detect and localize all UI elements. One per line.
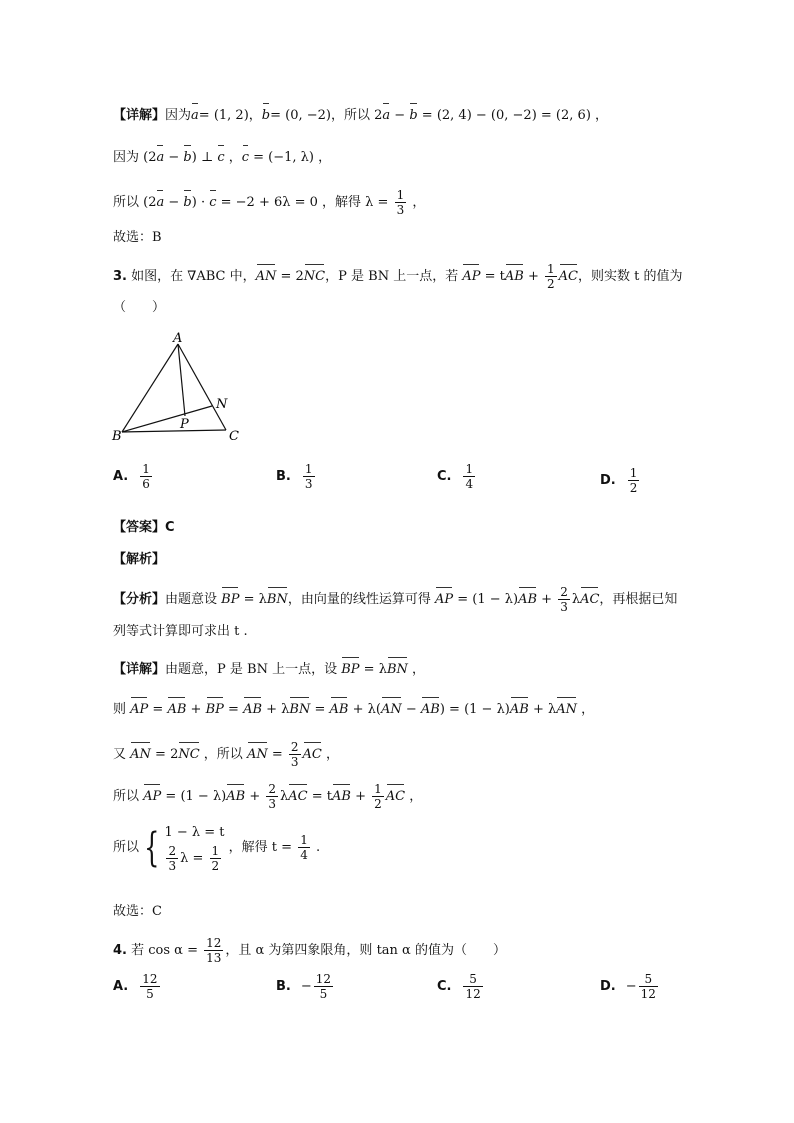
q2-answer: 故选：B bbox=[113, 230, 162, 245]
label-c: C bbox=[229, 429, 239, 444]
q3-option-a[interactable]: A. $\frac{1}{6}$ bbox=[113, 462, 150, 491]
side-bc bbox=[122, 430, 226, 432]
fraction: $\frac{1}{3}$ bbox=[396, 188, 405, 217]
label-p: P bbox=[180, 417, 189, 432]
q3-fenxi: 【分析】由题意设 BP = λBN，由向量的线性运算可得 AP = (1 − λ)AB + $\frac{2}{3}$ λAC，再根据已知 bbox=[113, 585, 678, 614]
fraction: $\frac{1}{2}$ bbox=[547, 262, 555, 291]
vector-b: b bbox=[262, 106, 270, 126]
q3-option-c[interactable]: C. $\frac{1}{4}$ bbox=[437, 462, 474, 491]
q2-detail-line-2: 因为 (2a − b) ⊥ c ，c = (−1, λ) ， bbox=[113, 148, 331, 168]
equation-system: 1 − λ = t $\frac{2}{3}$ λ = $\frac{1}{2}$ bbox=[164, 825, 225, 873]
q3-option-d[interactable]: D. $\frac{1}{2}$ bbox=[600, 466, 638, 495]
q3-answer-tag: 【答案】C bbox=[113, 520, 175, 535]
q3-detail-1: 【详解】由题意，P 是 BN 上一点，设 BP = λBN ， bbox=[113, 660, 425, 680]
label-n: N bbox=[216, 397, 228, 412]
q3-stem: 3. 如图，在 ∇ABC 中，AN = 2NC，P 是 BN 上一点，若 AP = tAB + $\frac{1}{2}$ AC，则实数 t 的值为 bbox=[113, 262, 683, 291]
q4-option-a[interactable]: A. $\frac{12}{5}$ bbox=[113, 972, 158, 1001]
label-a: A bbox=[173, 331, 183, 346]
q3-analysis-tag: 【解析】 bbox=[113, 552, 166, 567]
label-b: B bbox=[112, 429, 122, 444]
q3-fenxi-cont: 列等式计算即可求出 t . bbox=[113, 624, 248, 639]
q4-option-b[interactable]: B. − $\frac{12}{5}$ bbox=[276, 972, 332, 1001]
q4-option-c[interactable]: C. $\frac{5}{12}$ bbox=[437, 972, 481, 1001]
triangle-figure bbox=[108, 328, 258, 448]
q4-stem: 4. 若 cos α = $\frac{12}{13}$ ，且 α 为第四象限角，则 tan α 的值为（ ） bbox=[113, 936, 506, 965]
q2-detail-line-1: 【详解】因为a= (1, 2)，b= (0, −2)，所以 2a − b = (2, 4) − (0, −2) = (2, 6) ， bbox=[113, 106, 608, 126]
q3-detail-4: 所以 AP = (1 − λ)AB + $\frac{2}{3}$ λAC = tAB + $\frac{1}{2}$ AC ， bbox=[113, 782, 423, 811]
q3-detail-2: 则 AP = AB + BP = AB + λBN = AB + λ(AN − AB) = (1 − λ)AB + λAN ， bbox=[113, 700, 594, 720]
q3-detail-3: 又 AN = 2NC ，所以 AN = $\frac{2}{3}$ AC ， bbox=[113, 740, 339, 769]
vector-a: a bbox=[191, 106, 199, 126]
q3-answer: 故选：C bbox=[113, 904, 162, 919]
system-brace: { bbox=[144, 824, 160, 871]
q3-option-b[interactable]: B. $\frac{1}{3}$ bbox=[276, 462, 313, 491]
q3-paren: （ ） bbox=[113, 300, 166, 315]
q2-detail-line-3: 所以 (2a − b) · c = −2 + 6λ = 0 ，解得 λ = $\frac{1}{3}$ ， bbox=[113, 188, 426, 217]
q3-detail-5: 所以 { 1 − λ = t $\frac{2}{3}$ λ = $\frac{1}{2}$ ，解得 t = $\frac{1}{4}$ . bbox=[113, 822, 320, 873]
vector-c: c bbox=[242, 148, 249, 168]
q4-option-d[interactable]: D. − $\frac{5}{12}$ bbox=[600, 972, 656, 1001]
